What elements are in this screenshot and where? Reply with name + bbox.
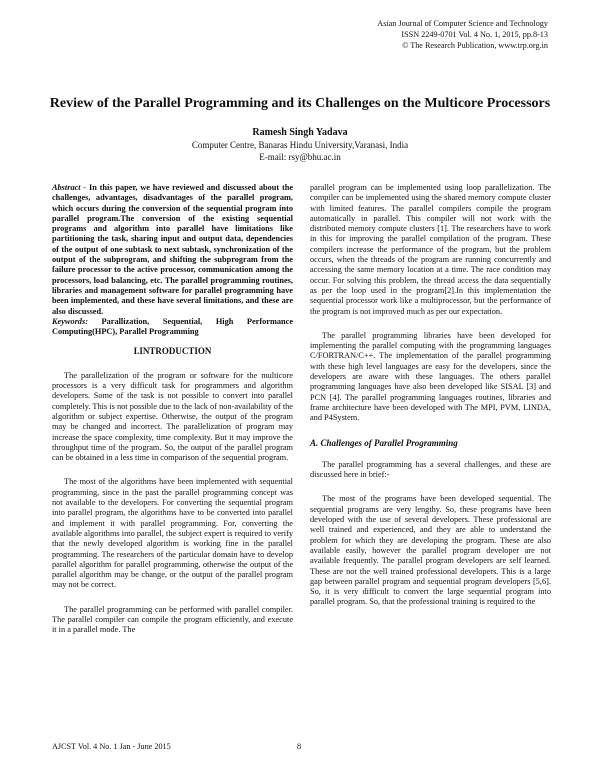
intro-paragraph-3: The parallel programming can be performed with parallel compiler. The parallel compiler can compile the program efficiently, and execute it in a parallel mode. The [52, 604, 293, 635]
abstract-label: Abstract - [52, 183, 87, 192]
journal-publisher: © The Research Publication, www.trp.org.in [402, 41, 548, 50]
paper-title: Review of the Parallel Programming and its Challenges on the Multicore Processors [49, 96, 551, 111]
section-heading-introduction: I.INTRODUCTION [133, 346, 212, 357]
author-affiliation: Computer Centre, Banaras Hindu University,Varanasi, India [191, 140, 409, 150]
right-paragraph-1: parallel program can be implemented using loop parallelization. The compiler can be implemented using the shared memory compute cluster with limited features. The parallel compilers compile the program automatically in parallel. This compiler will not work with the distributed memory compute clusters [1]. The researchers have to work in this for improving the parallel compilation of the program. These compilers increase the performance of the program, but the problem occurs, when the threads of the program are running concurrently and accessing the same memory location at a time. The race condition may occur. For solving this problem, the thread access the data sequentially as per the loop used in the program[2].In this implementation the sequential processor work like a multiprocessor, but the performance of the program is not improved much as per our expectation. [310, 183, 551, 316]
keywords-label: Keywords: [52, 316, 88, 326]
keywords [52, 317, 293, 338]
keywords-text: Parallization, Sequential, High Performance Computing(HPC), Parallel Programming [52, 316, 293, 337]
author-email: E-mail: rsy@bhu.ac.in [259, 152, 341, 162]
intro-paragraph-2: The most of the algorithms have been implemented with sequential programming, since in the past the parallel programming concept was not available to the developers. For converting the sequential program into parallel program, the algorithms have to be converted into parallel and implement it with parallel programming. For, converting the available algorithms into parallel, the subject expert is required to verify that the newly developed algorithm is working fine in the parallel programming. The researchers of the particular domain have to develop parallel algorithm for parallel programming, otherwise the output of the parallel algorithm may be change, or the output of the parallel program may not be correct. [52, 477, 293, 590]
right-column [310, 183, 551, 617]
abstract-text: In this paper, we have reviewed and discussed about the challenges, advantages, disadvantages of the parallel program, which occurs during the conversion of the sequential program into parallel program.The conversion of the existing sequential programs and algorithm into parallel have limitations like partitioning the task, sharing input and output data, dependencies of the output of one subtask to next subtask, synchronization of the output of the subprogram, and shifting the subprogram from the failure processor to the active processor, communication among the processors, load balancing, etc. The parallel programming routines, libraries and management software for parallel programming have been implemented, and these have several limitations, and these are also discussed. [52, 183, 294, 316]
right-paragraph-3: The parallel programming has a several challenges, and these are discussed here in brief:- [310, 459, 551, 480]
author-block [0, 127, 600, 163]
author-name: Ramesh Singh Yadava [252, 127, 348, 138]
subsection-heading-challenges: A. Challenges of Parallel Programming [310, 437, 458, 448]
abstract [52, 183, 293, 317]
right-paragraph-4: The most of the programs have been developed sequential. The sequential programs are very lengthy. So, these programs have been developed with the use of several developers. These professional are well trained and experienced, and they are able to understand the problem for which they are developing the program. These are also available easily, however the parallel program developer are not available frequently. The parallel program developers are self learned. These are not the well trained professional developers. This is a large gap between parallel program and sequential program developers [5,6]. So, it is very difficult to convert the large sequential program into parallel program. So, that the professional training is required to the [310, 494, 551, 607]
page-number: 8 [297, 742, 302, 751]
intro-paragraph-1: The parallelization of the program or software for the multicore processors is a very difficult task for programmers and algorithm developers. Some of the task is not possible to convert into parallel completely. This is not possible due to the lack of non-availability of the algorithm or subject expertise. Otherwise, the output of the program may be changed and incorrect. The parallelization of program may increase the space complexity, time complexity. But it may improve the throughput time of the program. So, the output of the parallel program can be obtained in a less time in comparison of the sequential program. [52, 370, 293, 463]
journal-header [377, 18, 548, 51]
journal-name: Asian Journal of Computer Science and Technology [377, 19, 548, 28]
journal-issn: ISSN 2249-0701 Vol. 4 No. 1, 2015, pp.8-13 [401, 30, 548, 39]
footer-citation: AJCST Vol. 4 No. 1 Jan - June 2015 [52, 742, 171, 751]
right-paragraph-2: The parallel programming libraries have been developed for implementing the parallel computing with the programming languages C/FORTRAN/C++. The implementation of the parallel programming with these high level languages are easy for the developers, since the developers are aware with these languages. The others parallel programming languages have also been developed like SISAL [3] and PCN [4]. The parallel programming languages routines, libraries and frame architecture have been developed with The MPI, PVM, LINDA, and P4System. [310, 330, 551, 423]
left-column [52, 183, 293, 645]
